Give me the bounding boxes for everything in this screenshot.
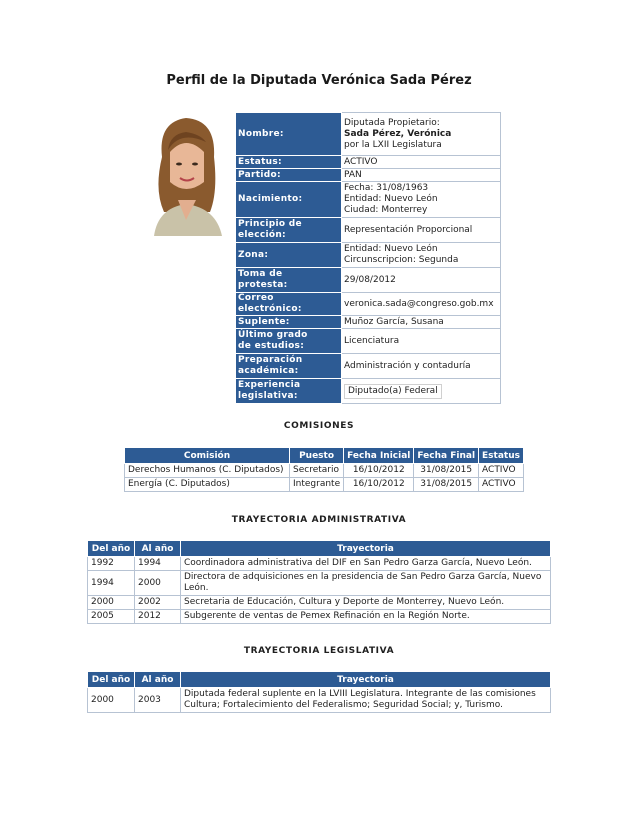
cell-fecha-final: 31/08/2015 [414, 464, 479, 478]
cell-del-ano: 2000 [88, 596, 135, 610]
comisiones-title: COMISIONES [283, 421, 355, 431]
zona-circunscripcion: Circunscripcion: Segunda [344, 255, 459, 265]
cell-del-ano: 2005 [88, 610, 135, 624]
col-del-ano: Del año [88, 672, 135, 688]
cell-puesto: Secretario [290, 464, 344, 478]
cell-al-ano: 2012 [135, 610, 181, 624]
profile-row-grado [236, 329, 501, 354]
suplente-link[interactable]: Muñoz García, Susana [342, 316, 501, 329]
cell-trayectoria: Secretaria de Educación, Cultura y Deporte de Monterrey, Nuevo León. [181, 596, 551, 610]
label-partido: Partido: [236, 169, 342, 182]
nacimiento-ciudad: Ciudad: Monterrey [344, 205, 428, 215]
cell-trayectoria: Coordinadora administrativa del DIF en San Pedro Garza García, Nuevo León. [181, 557, 551, 571]
cell-comision: Energía (C. Diputados) [125, 478, 290, 492]
col-fecha-inicial: Fecha Inicial [344, 448, 414, 464]
profile-row-experiencia [236, 379, 501, 404]
label-toma-2: protesta: [238, 280, 288, 290]
label-preparacion [236, 354, 342, 379]
col-al-ano: Al año [135, 672, 181, 688]
value-zona [342, 243, 501, 268]
cell-del-ano: 2000 [88, 688, 135, 713]
label-experiencia-2: legislativa: [238, 391, 298, 401]
profile-table [235, 112, 501, 404]
label-estatus: Estatus: [236, 156, 342, 169]
nacimiento-entidad: Entidad: Nuevo León [344, 194, 438, 204]
trayectoria-legislativa-title: TRAYECTORIA LEGISLATIVA [243, 646, 395, 656]
email-link[interactable]: veronica.sada@congreso.gob.mx [342, 293, 501, 316]
nacimiento-fecha: Fecha: 31/08/1963 [344, 183, 429, 193]
table-row [88, 571, 551, 596]
profile-row-zona [236, 243, 501, 268]
col-fecha-final: Fecha Final [414, 448, 479, 464]
col-del-ano: Del año [88, 541, 135, 557]
cell-trayectoria: Directora de adquisiciones en la presidencia de San Pedro Garza García, Nuevo León. [181, 571, 551, 596]
nombre-title: Diputada Propietario: [344, 117, 440, 128]
value-preparacion: Administración y contaduría [342, 354, 501, 379]
value-principio: Representación Proporcional [342, 218, 501, 243]
trayectoria-legislativa-table [87, 671, 551, 713]
trayectoria-administrativa-table [87, 540, 551, 624]
label-toma-1: Toma de [238, 269, 283, 279]
cell-al-ano: 2003 [135, 688, 181, 713]
nombre-legislatura: por la LXII Legislatura [344, 139, 442, 150]
cell-estatus: ACTIVO [479, 478, 524, 492]
comisiones-table [124, 447, 524, 492]
value-grado: Licenciatura [342, 329, 501, 354]
profile-row-suplente [236, 316, 501, 329]
cell-trayectoria: Diputada federal suplente en la LVIII Legislatura. Integrante de las comisiones Cultura; Fortalecimiento del Federalismo; Seguridad Social; y, Turismo. [181, 688, 551, 713]
label-experiencia-1: Experiencia [238, 380, 301, 390]
zona-entidad: Entidad: Nuevo León [344, 244, 438, 254]
label-toma [236, 268, 342, 293]
label-zona: Zona: [236, 243, 342, 268]
label-preparacion-1: Preparación [238, 355, 303, 365]
cell-fecha-inicial: 16/10/2012 [344, 478, 414, 492]
profile-row-principio [236, 218, 501, 243]
value-nombre [342, 113, 501, 156]
profile-row-toma [236, 268, 501, 293]
value-nacimiento [342, 182, 501, 218]
label-grado-1: Último grado [238, 330, 308, 340]
label-principio-1: Principio de [238, 219, 302, 229]
cell-del-ano: 1992 [88, 557, 135, 571]
profile-row-correo [236, 293, 501, 316]
cell-fecha-inicial: 16/10/2012 [344, 464, 414, 478]
value-partido: PAN [342, 169, 501, 182]
page-title: Perfil de la Diputada Verónica Sada Pérez [166, 73, 472, 88]
value-experiencia [342, 379, 501, 404]
value-toma: 29/08/2012 [342, 268, 501, 293]
label-principio [236, 218, 342, 243]
label-principio-2: elección: [238, 230, 286, 240]
table-row [125, 478, 524, 492]
label-correo: Correo electrónico: [236, 293, 342, 316]
profile-row-partido [236, 169, 501, 182]
col-puesto: Puesto [290, 448, 344, 464]
table-row [88, 610, 551, 624]
cell-puesto: Integrante [290, 478, 344, 492]
label-grado [236, 329, 342, 354]
label-suplente: Suplente: [236, 316, 342, 329]
nombre-name: Sada Pérez, Verónica [344, 128, 452, 139]
label-experiencia [236, 379, 342, 404]
profile-row-nombre [236, 113, 501, 156]
col-comision: Comisión [125, 448, 290, 464]
col-trayectoria: Trayectoria [181, 541, 551, 557]
label-grado-2: de estudios: [238, 341, 305, 351]
cell-estatus: ACTIVO [479, 464, 524, 478]
col-trayectoria: Trayectoria [181, 672, 551, 688]
cell-al-ano: 1994 [135, 557, 181, 571]
table-row [125, 464, 524, 478]
table-row [88, 688, 551, 713]
table-row [88, 557, 551, 571]
profile-row-nacimiento [236, 182, 501, 218]
label-nombre: Nombre: [236, 113, 342, 156]
profile-row-preparacion [236, 354, 501, 379]
profile-row-estatus [236, 156, 501, 169]
label-nacimiento: Nacimiento: [236, 182, 342, 218]
experiencia-item: Diputado(a) Federal [344, 384, 442, 399]
cell-comision: Derechos Humanos (C. Diputados) [125, 464, 290, 478]
label-preparacion-2: académica: [238, 366, 299, 376]
cell-al-ano: 2002 [135, 596, 181, 610]
cell-fecha-final: 31/08/2015 [414, 478, 479, 492]
trayectoria-administrativa-title: TRAYECTORIA ADMINISTRATIVA [231, 515, 407, 525]
cell-trayectoria: Subgerente de ventas de Pemex Refinación en la Región Norte. [181, 610, 551, 624]
table-row [88, 596, 551, 610]
cell-del-ano: 1994 [88, 571, 135, 596]
profile-photo [140, 112, 233, 236]
value-estatus: ACTIVO [342, 156, 501, 169]
col-estatus: Estatus [479, 448, 524, 464]
cell-al-ano: 2000 [135, 571, 181, 596]
col-al-ano: Al año [135, 541, 181, 557]
